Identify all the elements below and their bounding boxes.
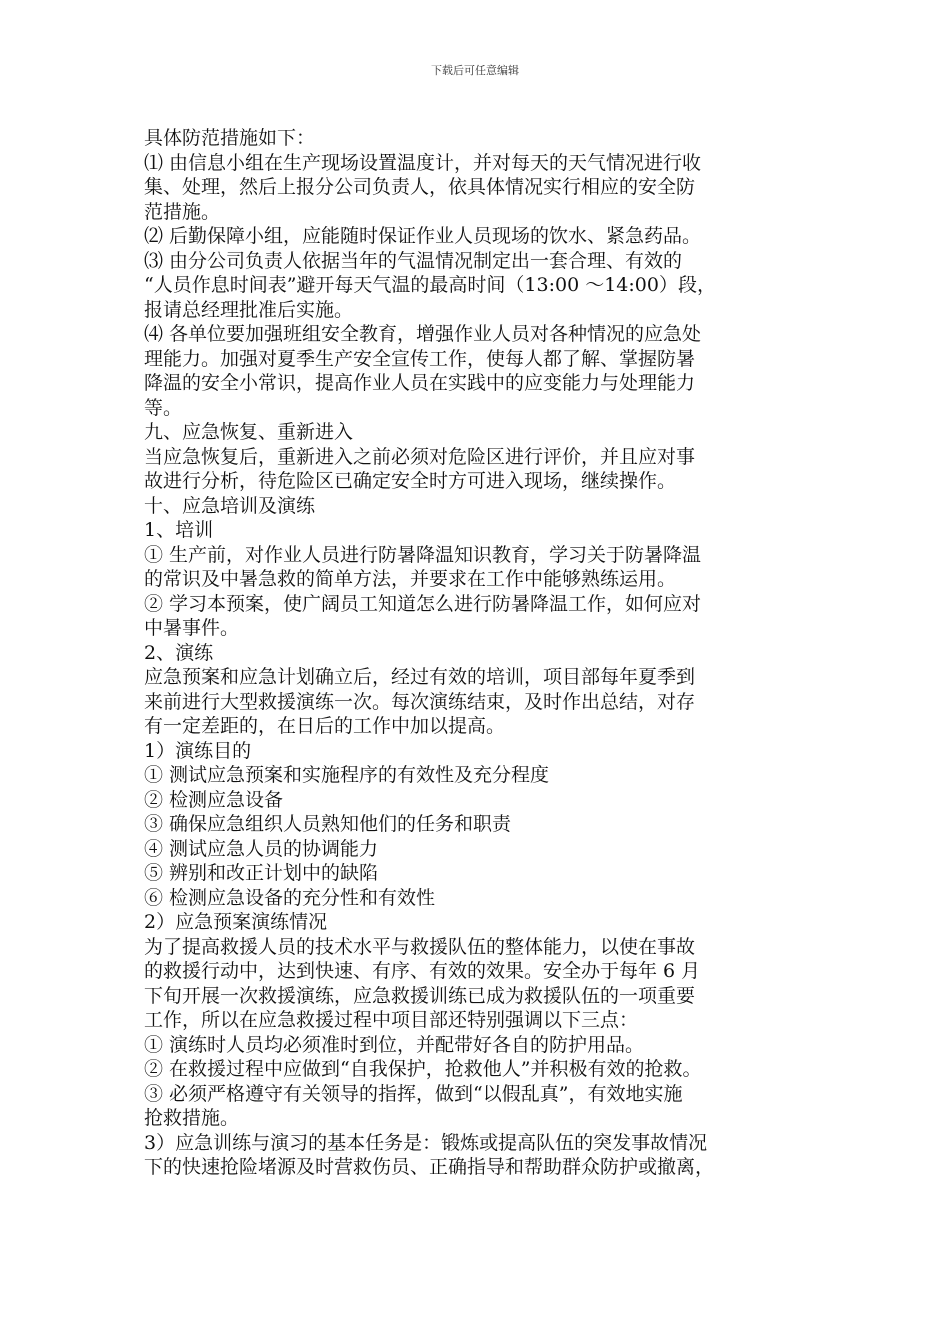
body-line: ② 在救援过程中应做到“自我保护，抢救他人”并积极有效的抢救。 bbox=[144, 1058, 702, 1080]
body-line: ⑴ 由信息小组在生产现场设置温度计，并对每天的天气情况进行收 bbox=[144, 151, 702, 174]
body-line: 来前进行大型救援演练一次。每次演练结束，及时作出总结，对存 bbox=[144, 690, 696, 713]
body-line: ⑥ 检测应急设备的充分性和有效性 bbox=[144, 886, 436, 909]
body-line: 具体防范措施如下： bbox=[144, 127, 316, 149]
body-line: ③ 确保应急组织人员熟知他们的任务和职责 bbox=[144, 813, 512, 835]
body-line: 1、培训 bbox=[144, 519, 214, 541]
body-line: ⑶ 由分公司负责人依据当年的气温情况制定出一套合理、有效的 bbox=[144, 249, 683, 272]
body-line: 降温的安全小常识，提高作业人员在实践中的应变能力与处理能力 bbox=[144, 372, 696, 394]
body-line: 理能力。加强对夏季生产安全宣传工作，使每人都了解、掌握防暑 bbox=[144, 347, 696, 370]
body-line: ① 演练时人员均必须准时到位，并配带好各自的防护用品。 bbox=[144, 1033, 645, 1056]
body-line: 集、处理，然后上报分公司负责人，依具体情况实行相应的安全防 bbox=[144, 176, 696, 198]
body-line: 下的快速抢险堵源及时营救伤员、正确指导和帮助群众防护或撤离， bbox=[144, 1156, 715, 1178]
body-line: ⑷ 各单位要加强班组安全教育，增强作业人员对各种情况的应急处 bbox=[144, 323, 702, 345]
body-line: 1）演练目的 bbox=[144, 739, 252, 762]
body-line: 下旬开展一次救援演练，应急救援训练已成为救援队伍的一项重要 bbox=[144, 984, 696, 1007]
body-line: ⑤ 辨别和改正计划中的缺陷 bbox=[144, 862, 379, 884]
body-line: 中暑事件。 bbox=[144, 617, 240, 639]
body-line: 有一定差距的，在日后的工作中加以提高。 bbox=[144, 715, 506, 737]
body-line: 故进行分析，待危险区已确定安全时方可进入现场，继续操作。 bbox=[144, 470, 677, 492]
body-line: 九、应急恢复、重新进入 bbox=[144, 421, 354, 443]
body-line: 2）应急预案演练情况 bbox=[144, 911, 328, 933]
body-line: 的常识及中暑急救的简单方法，并要求在工作中能够熟练运用。 bbox=[144, 568, 677, 590]
body-line: 2、演练 bbox=[144, 641, 214, 664]
body-line: ③ 必须严格遵守有关领导的指挥，做到“以假乱真”，有效地实施 bbox=[144, 1082, 683, 1105]
document-body bbox=[144, 126, 824, 1180]
body-line: ① 生产前，对作业人员进行防暑降温知识教育，学习关于防暑降温 bbox=[144, 543, 702, 566]
body-line: “人员作息时间表”避开每天气温的最高时间（13:00 ～14:00）段， bbox=[144, 274, 716, 296]
body-line: 工作，所以在应急救援过程中项目部还特别强调以下三点： bbox=[144, 1009, 639, 1031]
page-header-note: 下载后可任意编辑 bbox=[431, 64, 519, 77]
body-line: 为了提高救援人员的技术水平与救援队伍的整体能力，以使在事故 bbox=[144, 935, 696, 958]
body-line: ② 学习本预案，使广阔员工知道怎么进行防暑降温工作，如何应对 bbox=[144, 592, 702, 615]
body-line: ① 测试应急预案和实施程序的有效性及充分程度 bbox=[144, 764, 550, 786]
body-line: 报请总经理批准后实施。 bbox=[144, 298, 354, 321]
body-line: 等。 bbox=[144, 396, 183, 419]
body-line: ② 检测应急设备 bbox=[144, 788, 284, 811]
body-line: 抢救措施。 bbox=[144, 1107, 240, 1129]
body-line: 的救援行动中，达到快速、有序、有效的效果。安全办于每年 6 月 bbox=[144, 960, 701, 982]
body-line: 3）应急训练与演习的基本任务是：锻炼或提高队伍的突发事故情况 bbox=[144, 1131, 708, 1154]
body-line: ⑵ 后勤保障小组，应能随时保证作业人员现场的饮水、紧急药品。 bbox=[144, 225, 702, 247]
body-line: 应急预案和应急计划确立后，经过有效的培训，项目部每年夏季到 bbox=[144, 666, 696, 688]
body-line: 范措施。 bbox=[144, 200, 221, 223]
body-line: ④ 测试应急人员的协调能力 bbox=[144, 837, 379, 860]
body-line: 十、应急培训及演练 bbox=[144, 494, 316, 517]
body-line: 当应急恢复后，重新进入之前必须对危险区进行评价，并且应对事 bbox=[144, 445, 696, 468]
